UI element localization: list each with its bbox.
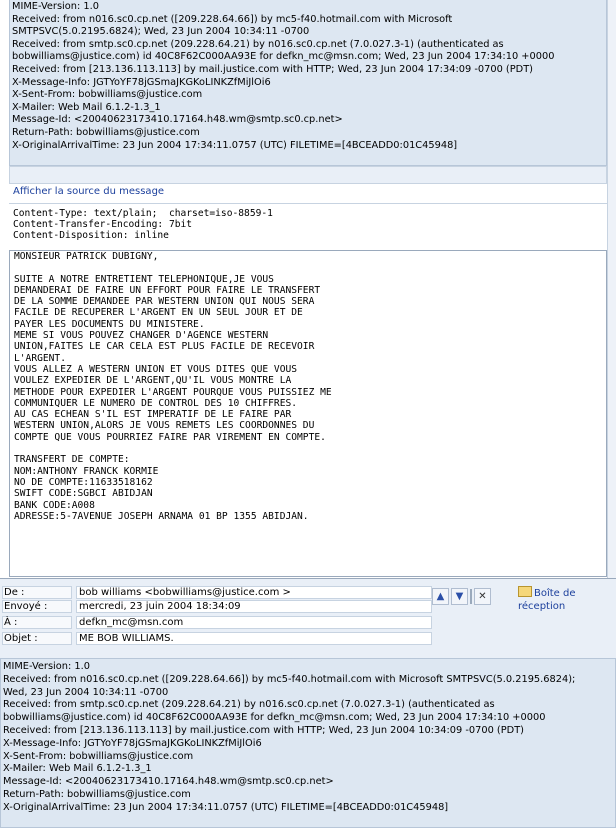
header-line: X-Sent-From: bobwilliams@justice.com	[3, 750, 194, 762]
body-line: WESTERN UNION,ALORS JE VOUS REMETS LES COORDONNES DU	[14, 420, 315, 432]
header-line: Received: from [213.136.113.113] by mail.justice.com with HTTP; Wed, 23 Jun 2004 10:34:09 -0700 (PDT)	[3, 724, 524, 736]
header-line: Message-Id: <20040623173410.17164.h48.wm@smtp.sc0.cp.net>	[3, 776, 334, 788]
sent-label: Envoyé :	[2, 600, 72, 613]
to-value[interactable]: defkn_mc@msn.com	[76, 616, 432, 629]
body-line: DE LA SOMME DEMANDEE PAR WESTERN UNION QUI NOUS SERA	[14, 296, 315, 308]
sent-value: mercredi, 23 juin 2004 18:34:09	[76, 600, 432, 613]
toolbar-divider	[470, 589, 472, 604]
header-line: Received: from n016.sc0.cp.net ([209.228.64.66]) by mc5-f40.hotmail.com with Microsoft SMTPSVC(5.0.2195.6824);	[3, 673, 576, 685]
mime-line: Content-Transfer-Encoding: 7bit	[13, 219, 193, 231]
divider	[9, 203, 607, 204]
message-body[interactable]	[9, 250, 607, 577]
header-line: MIME-Version: 1.0	[3, 661, 90, 672]
header-line: Wed, 23 Jun 2004 10:34:11 -0700	[3, 686, 169, 698]
mime-line: Content-Disposition: inline	[13, 230, 169, 242]
inbox-label: Boîte de réception	[518, 588, 576, 612]
body-line: UNION,FAITES LE CAR CELA EST PLUS FACILE DE RECEVOIR	[14, 341, 315, 353]
body-line: NOM:ANTHONY FRANCK KORMIE	[14, 465, 159, 477]
body-line: L'ARGENT.	[14, 352, 66, 364]
header-line: Return-Path: bobwilliams@justice.com	[3, 788, 191, 800]
separator-band	[9, 166, 607, 184]
header-line: bobwilliams@justice.com) id 40C8F62C000AA93E for defkn_mc@msn.com; Wed, 23 Jun 2004 17:34:10 +0000	[3, 712, 546, 724]
mime-line: Content-Type: text/plain; charset=iso-8859-1	[13, 208, 273, 219]
header-line: X-Message-Info: JGTYoYF78jGSmaJKGKoLINKZfMiJlOi6	[12, 76, 271, 88]
body-line: BANK CODE:A008	[14, 499, 95, 511]
mime-part-headers	[13, 208, 273, 242]
header-line: MIME-Version: 1.0	[12, 1, 99, 12]
body-line: MEME SI VOUS POUVEZ CHANGER D'AGENCE WESTERN	[14, 330, 269, 342]
body-line: AU CAS ECHEAN S'IL EST IMPERATIF DE LE FAIRE PAR	[14, 409, 292, 421]
inbox-link[interactable]	[518, 586, 608, 613]
header-line: Received: from smtp.sc0.cp.net (209.228.64.21) by n016.sc0.cp.net (7.0.027.3-1) (authenticated as	[3, 699, 495, 711]
header-line: Received: from [213.136.113.113] by mail.justice.com with HTTP; Wed, 23 Jun 2004 17:34:09 -0700 (PDT)	[12, 63, 533, 75]
body-line: ADRESSE:5-7AVENUE JOSEPH ARNAMA 01 BP 1355 ABIDJAN.	[14, 510, 309, 522]
header-line: X-OriginalArrivalTime: 23 Jun 2004 17:34:11.0757 (UTC) FILETIME=[4BCEADD0:01C45948]	[3, 801, 449, 813]
raw-headers-top	[9, 0, 607, 166]
header-line: Return-Path: bobwilliams@justice.com	[12, 126, 200, 138]
from-value[interactable]: bob williams <bobwilliams@justice.com >	[76, 586, 432, 599]
next-message-icon[interactable]: ▼	[451, 588, 468, 605]
header-line: X-OriginalArrivalTime: 23 Jun 2004 17:34:11.0757 (UTC) FILETIME=[4BCEADD0:01C45948]	[12, 139, 458, 151]
previous-message-icon[interactable]: ▲	[432, 588, 449, 605]
body-line: DEMANDERAI DE FAIRE UN EFFORT POUR FAIRE LE TRANSFERT	[14, 284, 321, 296]
header-line: Message-Id: <20040623173410.17164.h48.wm@smtp.sc0.cp.net>	[12, 114, 343, 126]
header-line: SMTPSVC(5.0.2195.6824); Wed, 23 Jun 2004 10:34:11 -0700	[12, 26, 310, 38]
folder-icon	[518, 586, 532, 597]
body-line	[14, 443, 602, 454]
message-toolbar	[432, 586, 491, 606]
body-line: PAYER LES DOCUMENTS DU MINISTERE.	[14, 318, 205, 330]
body-line: COMMUNIQUER LE NUMERO DE CONTROL DES 10 CHIFFRES.	[14, 397, 298, 409]
body-line: TRANSFERT DE COMPTE:	[14, 454, 130, 466]
delete-icon[interactable]: ✕	[474, 588, 491, 605]
scrollbar[interactable]	[607, 0, 616, 578]
body-line: NO DE COMPTE:11633518162	[14, 476, 153, 488]
header-line: Received: from smtp.sc0.cp.net (209.228.64.21) by n016.sc0.cp.net (7.0.027.3-1) (authenticated as	[12, 38, 504, 50]
body-line: VOULEZ EXPEDIER DE L'ARGENT,QU'IL VOUS MONTRE LA	[14, 375, 292, 387]
header-line: X-Sent-From: bobwilliams@justice.com	[12, 89, 203, 101]
body-line: SUITE A NOTRE ENTRETIENT TELEPHONIQUE,JE VOUS	[14, 273, 274, 285]
header-line: X-Message-Info: JGTYoYF78jGSmaJKGKoLINKZfMiJlOi6	[3, 737, 262, 749]
raw-headers-bottom	[0, 658, 616, 828]
body-line: FACILE DE RECUPERER L'ARGENT EN UN SEUL JOUR ET DE	[14, 307, 303, 319]
view-source-link[interactable]: Afficher la source du message	[13, 186, 165, 197]
subject-value: ME BOB WILLIAMS.	[76, 632, 432, 645]
body-line: COMPTE QUE VOUS POURRIEZ FAIRE PAR VIREMENT EN COMPTE.	[14, 431, 326, 443]
body-line: METHODE POUR EXPEDIER L'ARGENT POURQUE VOUS PUISSIEZ ME	[14, 386, 332, 398]
header-line: bobwilliams@justice.com) id 40C8F62C000AA93E for defkn_mc@msn.com; Wed, 23 Jun 2004 17:34:10 +0000	[12, 51, 555, 63]
body-line	[14, 262, 602, 273]
body-line: SWIFT CODE:SGBCI ABIDJAN	[14, 488, 153, 500]
header-line: X-Mailer: Web Mail 6.1.2-1.3_1	[12, 101, 161, 113]
header-line: X-Mailer: Web Mail 6.1.2-1.3_1	[3, 763, 152, 775]
body-line: MONSIEUR PATRICK DUBIGNY,	[14, 251, 159, 262]
subject-label: Objet :	[2, 632, 72, 645]
body-line: VOUS ALLEZ A WESTERN UNION ET VOUS DITES QUE VOUS	[14, 363, 298, 375]
header-line: Received: from n016.sc0.cp.net ([209.228.64.66]) by mc5-f40.hotmail.com with Microsoft	[12, 13, 453, 25]
to-label: À :	[2, 616, 72, 629]
from-label: De :	[2, 586, 72, 599]
